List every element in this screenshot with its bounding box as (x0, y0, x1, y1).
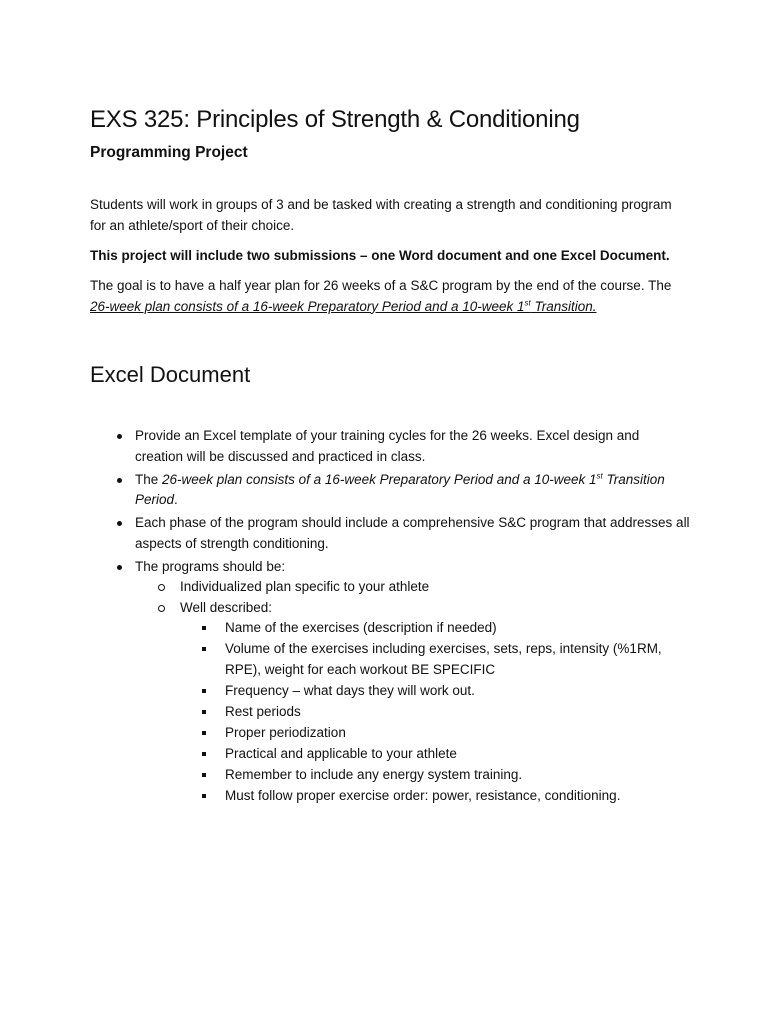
excel-bullet-list (90, 426, 690, 809)
bullet-square-icon (202, 773, 206, 777)
list-item-italic-part2: Transition Period (135, 471, 665, 507)
document-title: EXS 325: Principles of Strength & Conditioning (90, 106, 580, 133)
bullet-square-icon (202, 731, 206, 735)
bullet-circle-icon (158, 605, 165, 612)
list-item-text-prefix: The (135, 471, 163, 487)
submissions-statement: This project will include two submissions – one Word document and one Excel Document. (90, 248, 670, 263)
bullet-dot-icon (117, 521, 122, 526)
detail-list-item (180, 786, 690, 807)
plan-emphasis-part2: Transition. (530, 298, 597, 314)
detail-list-item (180, 765, 690, 786)
detail-list-item (180, 618, 690, 639)
bullet-dot-icon (117, 565, 122, 570)
sub-list-item-text: Well described: (180, 599, 273, 615)
detail-item-text: Name of the exercises (description if needed) (225, 620, 497, 635)
list-item (90, 426, 690, 467)
detail-list-item (180, 639, 690, 680)
detail-list-item (180, 723, 690, 744)
goal-text: The goal is to have a half year plan for 26 weeks of a S&C program by the end of the course. The (90, 278, 672, 293)
detail-list-item (180, 681, 690, 702)
detail-item-text: Must follow proper exercise order: power, resistance, conditioning. (225, 788, 621, 804)
goal-paragraph (90, 276, 690, 317)
detail-item-text: Rest periods (225, 703, 301, 719)
bullet-dot-icon (117, 478, 122, 483)
bullet-square-icon (202, 794, 206, 798)
bullet-circle-icon (158, 584, 165, 591)
list-item-suffix: . (174, 492, 178, 507)
detail-list (180, 618, 690, 807)
sub-list (135, 577, 690, 807)
list-item (90, 513, 690, 554)
sub-list-item-text: Individualized plan specific to your athlete (180, 579, 430, 594)
excel-section-heading: Excel Document (90, 362, 251, 387)
sub-list-item (135, 598, 690, 807)
list-item (90, 470, 690, 511)
plan-emphasis (90, 299, 597, 314)
bullet-square-icon (202, 647, 206, 651)
document-subtitle: Programming Project (90, 144, 248, 161)
intro-paragraph: Students will work in groups of 3 and be tasked with creating a strength and conditioning program for an athlete/sport of their choice. (90, 197, 672, 233)
list-item-text: The programs should be: (135, 558, 286, 574)
list-item (90, 557, 690, 807)
bullet-square-icon (202, 689, 206, 693)
detail-list-item (180, 744, 690, 765)
bullet-dot-icon (117, 434, 122, 439)
list-item-text: Provide an Excel template of your training cycles for the 26 weeks. Excel design and creation will be discussed and practiced in class. (135, 428, 640, 464)
detail-item-text: Frequency – what days they will work out. (225, 682, 475, 698)
list-item-text: Each phase of the program should include a comprehensive S&C program that addresses all aspects of strength conditioning. (135, 515, 690, 551)
sub-list-item (135, 577, 690, 598)
detail-item-text: Proper periodization (225, 724, 346, 740)
plan-emphasis-superscript: st (524, 298, 531, 307)
detail-item-text: Volume of the exercises including exercises, sets, reps, intensity (%1RM, RPE), weight for each workout BE SPECIFIC (225, 641, 662, 677)
bullet-square-icon (202, 710, 206, 714)
list-item-superscript: st (596, 471, 603, 480)
bullet-square-icon (202, 752, 206, 756)
detail-item-text: Practical and applicable to your athlete (225, 745, 457, 761)
detail-list-item (180, 702, 690, 723)
bullet-square-icon (202, 626, 206, 630)
list-item-italic-part1: 26-week plan consists of a 16-week Preparatory Period and a 10-week 1 (162, 471, 597, 487)
plan-emphasis-part1: 26-week plan consists of a 16-week Preparatory Period and a 10-week 1 (90, 298, 525, 314)
detail-item-text: Remember to include any energy system training. (225, 767, 523, 783)
